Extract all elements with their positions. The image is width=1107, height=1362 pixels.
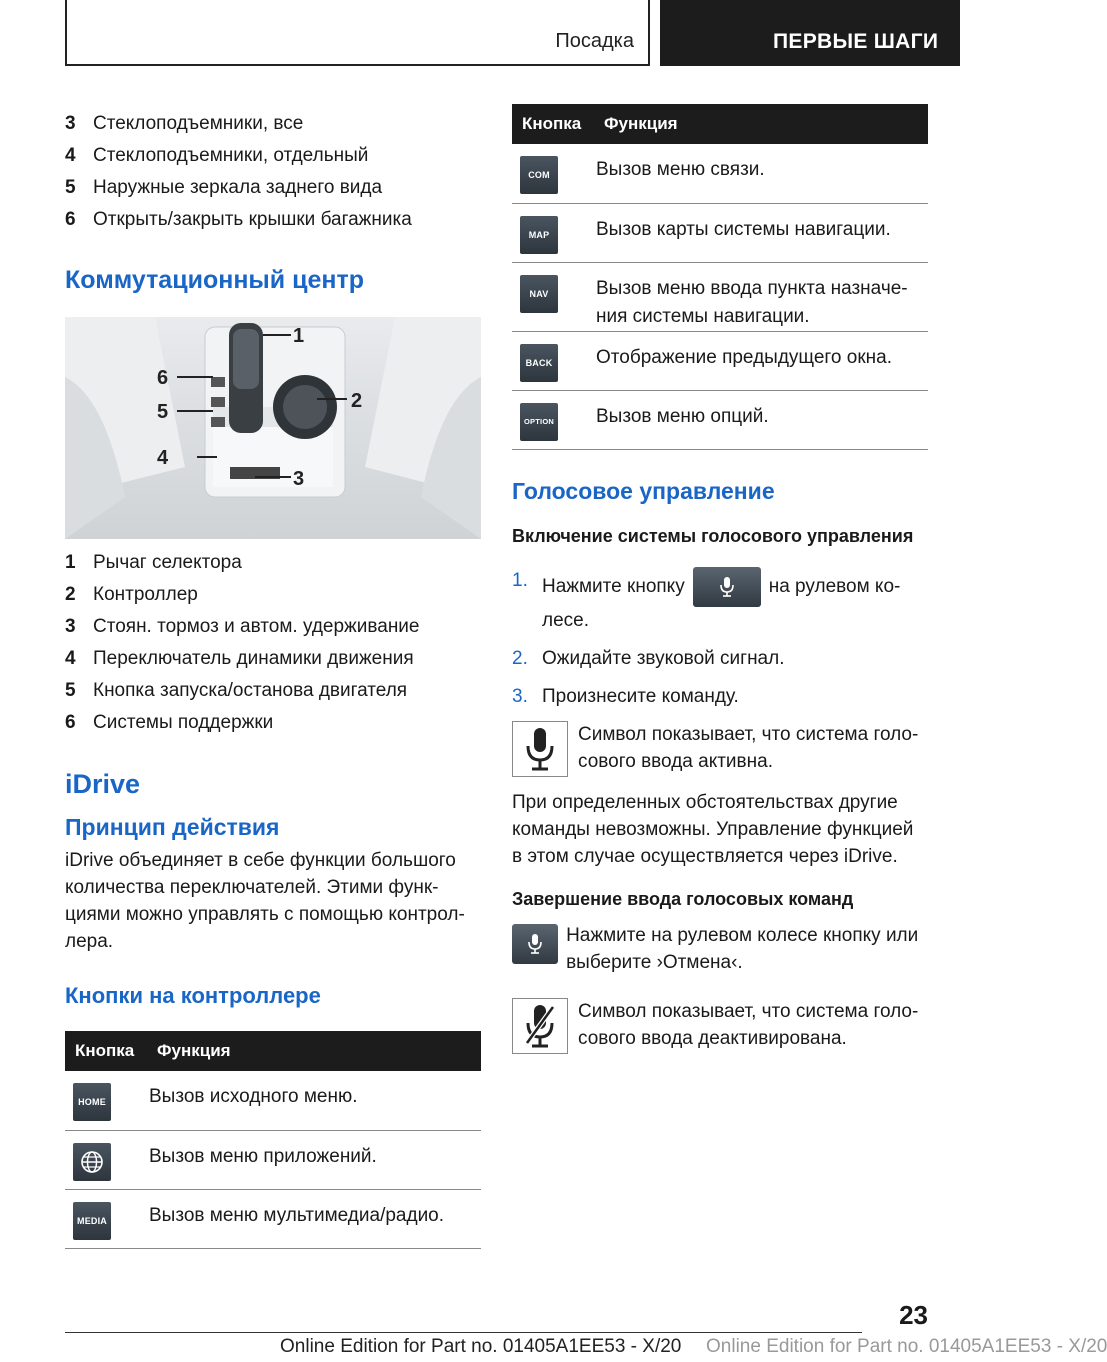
center-heading: Коммутационный центр <box>65 266 364 294</box>
voice-heading: Голосовое управление <box>512 477 775 504</box>
legend-item: 6 Системы поддержки <box>65 712 274 733</box>
voice-end-subheading: Завершение ввода голосовых команд <box>512 888 854 909</box>
list-item: 4 Стеклоподъемники, отдельный <box>65 145 369 166</box>
table-row <box>512 144 928 203</box>
callout-6: 6 <box>157 367 169 389</box>
table-header-row <box>65 1031 481 1071</box>
function-cell: Вызов меню мультимедиа/радио. <box>149 1189 481 1248</box>
callout-5: 5 <box>157 401 169 423</box>
legend-item: 3 Стоян. тормоз и автом. удерживание <box>65 616 420 637</box>
com-key-icon: COM <box>520 156 558 194</box>
legend-item: 5 Кнопка запуска/останова двигателя <box>65 680 408 701</box>
callout-1: 1 <box>293 325 305 347</box>
back-key-icon: BACK <box>520 344 558 382</box>
table-header-row <box>512 104 928 144</box>
function-cell: Вызов меню приложений. <box>149 1130 481 1189</box>
voice-steps <box>512 567 928 711</box>
buttons-table-right <box>512 104 928 450</box>
table-row <box>512 203 928 262</box>
principle-heading: Принцип действия <box>65 814 280 840</box>
voice-activate-subheading: Включение системы голосового управления <box>512 525 914 546</box>
step-item: 1. Нажмите кнопку на рулевом ко- лесе. <box>512 567 928 635</box>
idrive-heading: iDrive <box>65 769 141 799</box>
inactive-symbol-text: Символ показывает, что система голо- сового ввода деактивирована. <box>578 1000 919 1049</box>
cancel-row <box>512 922 928 976</box>
home-key-icon: HOME <box>73 1083 111 1121</box>
col-button-header: Кнопка <box>75 1041 135 1060</box>
media-key-icon: MEDIA <box>73 1202 111 1240</box>
step-item: 3. Произнесите команду. <box>512 685 739 707</box>
window-list <box>65 108 481 236</box>
function-cell: Отображение предыдущего окна. <box>596 331 928 390</box>
right-column <box>512 104 928 1054</box>
legend-item: 1 Рычаг селектора <box>65 552 242 573</box>
footer-edition: Online Edition for Part no. 01405A1EE53 - X/20 <box>280 1336 682 1357</box>
buttons-heading: Кнопки на контроллере <box>65 983 321 1008</box>
buttons-table-left <box>65 1031 481 1249</box>
table-row <box>512 390 928 449</box>
header-section-box <box>65 0 650 66</box>
mic-active-icon <box>512 721 568 777</box>
legend-item: 2 Контроллер <box>65 584 198 605</box>
function-cell: Вызов карты системы навигации. <box>596 203 928 262</box>
watermark: Online Edition for Part no. 01405A1EE53 - X/20 <box>700 1336 1107 1358</box>
table-row <box>512 262 928 331</box>
step-item: 2. Ожидайте звуковой сигнал. <box>512 647 785 669</box>
table-row <box>512 331 928 390</box>
other-commands-text: При определенных обстоятельствах другие команды невозможны. Управление функцией в этом случае осуществляется через iDrive. <box>512 791 914 867</box>
chapter-title: ПЕРВЫЕ ШАГИ <box>773 30 939 53</box>
function-cell: Вызов меню ввода пункта назначе- ния системы навигации. <box>596 262 928 331</box>
legend-item: 4 Переключатель динамики движения <box>65 648 414 669</box>
col-function-header: Функция <box>157 1041 231 1060</box>
function-cell: Вызов меню связи. <box>596 144 928 203</box>
map-key-icon: MAP <box>520 216 558 254</box>
table-row <box>65 1071 481 1130</box>
list-item: 5 Наружные зеркала заднего вида <box>65 177 383 198</box>
console-illustration <box>65 317 481 539</box>
option-key-icon: OPTION <box>520 403 558 441</box>
nav-key-icon: NAV <box>520 275 558 313</box>
callout-4: 4 <box>157 447 169 469</box>
table-row <box>65 1130 481 1189</box>
console-photo <box>65 317 481 539</box>
cancel-text: Нажмите на рулевом колесе кнопку или выберите ›Отмена‹. <box>566 924 919 973</box>
mic-button-icon <box>512 924 558 964</box>
active-symbol-row <box>512 721 928 777</box>
callout-2: 2 <box>351 390 363 412</box>
footer-divider <box>65 1332 862 1333</box>
list-item: 3 Стеклоподъемники, все <box>65 113 304 134</box>
legend-list <box>65 547 481 739</box>
section-title: Посадка <box>555 30 634 52</box>
chapter-tab <box>660 0 960 66</box>
mic-button-icon <box>693 567 761 607</box>
table-row <box>65 1189 481 1248</box>
function-cell: Вызов меню опций. <box>596 390 928 449</box>
left-column <box>65 108 481 1249</box>
col-function-header: Функция <box>604 114 678 133</box>
inactive-symbol-row <box>512 998 928 1054</box>
col-button-header: Кнопка <box>522 114 582 133</box>
mic-muted-icon <box>512 998 568 1054</box>
principle-text: iDrive объединяет в себе функции большого количества переключателей. Этими функ- циями можно управлять с помощью контрол- лера. <box>65 850 465 952</box>
active-symbol-text: Символ показывает, что система голо- сового ввода активна. <box>578 723 919 772</box>
list-item: 6 Открыть/закрыть крышки багажника <box>65 209 412 230</box>
page-number: 23 <box>899 1300 928 1330</box>
function-cell: Вызов исходного меню. <box>149 1071 481 1130</box>
callout-3: 3 <box>293 468 305 490</box>
globe-icon <box>73 1143 111 1181</box>
